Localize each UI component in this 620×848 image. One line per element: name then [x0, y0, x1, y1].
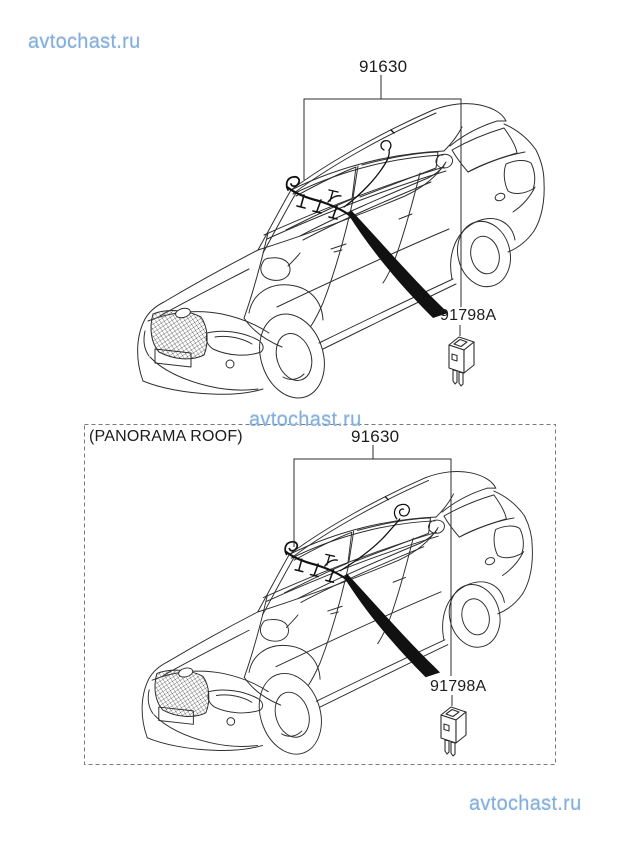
diagram2 [85, 425, 556, 765]
watermark-bottom-right: avtochast.ru [469, 793, 582, 815]
watermark-middle: avtochast.ru [249, 409, 362, 431]
diagram1 [138, 75, 545, 406]
diagram2-connector-icon [441, 707, 466, 756]
diagram2-part-number-connector: 91798A [430, 678, 487, 695]
diagram2-roof-harness [285, 497, 440, 677]
diagram1-roof-harness [287, 130, 448, 318]
diagram2-dashed-border [85, 425, 556, 765]
diagram1-connector-icon [449, 337, 474, 386]
diagram2-caption-panorama-roof: (PANORAMA ROOF) [89, 428, 243, 445]
diagram1-car-drawing [138, 104, 545, 407]
diagram1-part-number-roof-wiring: 91630 [359, 57, 408, 76]
diagram1-part-number-connector: 91798A [440, 307, 497, 324]
diagram2-car-drawing [142, 471, 532, 762]
watermark-top-left: avtochast.ru [28, 31, 141, 53]
diagram2-part-number-roof-wiring: 91630 [351, 427, 400, 446]
